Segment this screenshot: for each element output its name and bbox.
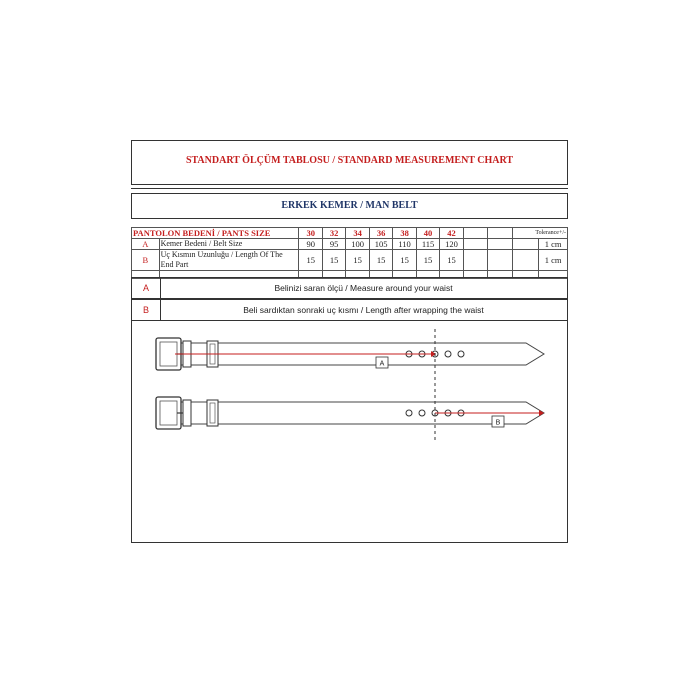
belt-hole: [445, 351, 451, 357]
marker-a-label: A: [379, 360, 385, 368]
size-cell: 40: [416, 228, 439, 239]
size-cell: 34: [346, 228, 369, 239]
belt-b: [156, 397, 544, 429]
row-label: Kemer Bedeni / Belt Size: [159, 239, 299, 250]
empty-cell: [488, 239, 513, 250]
tolerance-cell: 1 cm: [539, 250, 568, 271]
value-cell: 15: [369, 250, 392, 271]
belt-a: [156, 338, 544, 370]
title-divider: [131, 188, 568, 189]
description-row-a: [131, 277, 568, 299]
size-cell: 38: [393, 228, 416, 239]
value-cell: 15: [322, 250, 345, 271]
size-cell: 30: [299, 228, 322, 239]
section-subtitle: ERKEK KEMER / MAN BELT: [281, 200, 418, 211]
table-row: [132, 239, 568, 250]
value-cell: 15: [299, 250, 322, 271]
tolerance-cell: 1 cm: [539, 239, 568, 250]
belt-diagram: [131, 321, 568, 543]
value-cell: 90: [299, 239, 322, 250]
row-letter: A: [132, 239, 160, 250]
size-header-row: [132, 228, 568, 239]
description-row-b: [131, 299, 568, 321]
value-cell: 120: [440, 239, 463, 250]
belt-hole: [406, 410, 412, 416]
description-letter: B: [132, 300, 161, 320]
row-letter: B: [132, 250, 160, 271]
empty-cell: [463, 250, 488, 271]
empty-cell: [512, 239, 539, 250]
description-text: Belinizi saran ölçü / Measure around your waist: [274, 283, 453, 293]
keeper-b-2: [207, 400, 218, 426]
marker-b-label: B: [495, 419, 501, 427]
description-text: Beli sardıktan sonraki uç kısmı / Length after wrapping the waist: [243, 305, 484, 315]
value-cell: 15: [346, 250, 369, 271]
table-row: [132, 250, 568, 271]
value-cell: 100: [346, 239, 369, 250]
page-title: STANDART ÖLÇÜM TABLOSU / STANDARD MEASUREMENT CHART: [185, 155, 514, 166]
pants-size-label: PANTOLON BEDENİ / PANTS SIZE: [132, 228, 299, 239]
value-cell: 15: [393, 250, 416, 271]
value-cell: 110: [393, 239, 416, 250]
empty-cell: [512, 250, 539, 271]
empty-cell: [488, 228, 513, 239]
description-letter: A: [132, 278, 161, 298]
empty-cell: [488, 250, 513, 271]
value-cell: 105: [369, 239, 392, 250]
value-cell: 115: [416, 239, 439, 250]
size-table: [131, 227, 568, 279]
belt-hole: [419, 410, 425, 416]
size-cell: 32: [322, 228, 345, 239]
empty-cell: [463, 239, 488, 250]
row-label: Uç Kısmın Uzunluğu / Length Of The End Part: [159, 250, 299, 271]
tolerance-label: Tolerance+/-: [512, 228, 567, 239]
value-cell: 15: [440, 250, 463, 271]
belt-hole: [458, 351, 464, 357]
value-cell: 15: [416, 250, 439, 271]
keeper-b: [183, 400, 191, 426]
empty-cell: [463, 228, 488, 239]
size-cell: 36: [369, 228, 392, 239]
size-cell: 42: [440, 228, 463, 239]
value-cell: 95: [322, 239, 345, 250]
